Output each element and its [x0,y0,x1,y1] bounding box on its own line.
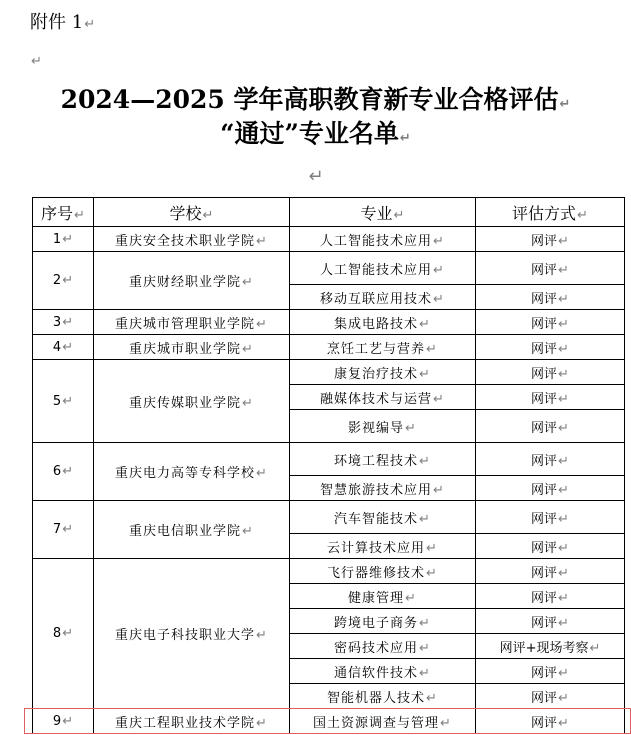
table-row [33,559,625,584]
row-number-cell: 8↵ [33,559,94,709]
table-row [33,443,625,476]
major-cell: 国土资源调查与管理↵ [290,709,476,734]
major-cell: 移动互联应用技术↵ [290,285,476,310]
school-cell: 重庆财经职业学院↵ [94,252,290,310]
method-cell: 网评↵ [476,360,625,385]
header-cell-no: 序号↵ [33,198,94,227]
row-number-cell: 1↵ [33,227,94,252]
method-cell: 网评↵ [476,609,625,634]
school-cell: 重庆电子科技职业大学↵ [94,559,290,709]
method-cell: 网评↵ [476,443,625,476]
method-cell: 网评↵ [476,410,625,443]
method-cell: 网评↵ [476,709,625,734]
row-number-cell: 7↵ [33,501,94,559]
row-number-cell: 9↵ [33,709,94,734]
header-cell-school: 学校↵ [94,198,290,227]
paragraph-mark: ↵ [308,166,324,187]
method-cell: 网评↵ [476,385,625,410]
school-cell: 重庆安全技术职业学院↵ [94,227,290,252]
major-cell: 人工智能技术应用↵ [290,227,476,252]
table-row [33,252,625,285]
major-cell: 密码技术应用↵ [290,634,476,659]
method-cell: 网评↵ [476,584,625,609]
row-number-cell: 6↵ [33,443,94,501]
row-number-cell: 2↵ [33,252,94,310]
school-cell: 重庆电信职业学院↵ [94,501,290,559]
row-number-cell: 4↵ [33,335,94,360]
document-title: 2024—2025 学年高职教育新专业合格评估↵ [60,85,571,114]
major-cell: 智慧旅游技术应用↵ [290,476,476,501]
method-cell: 网评↵ [476,285,625,310]
major-cell: 飞行器维修技术↵ [290,559,476,584]
document-subtitle: “通过”专业名单↵ [220,119,411,148]
school-cell: 重庆城市管理职业学院↵ [94,310,290,335]
row-number-cell: 3↵ [33,310,94,335]
school-cell: 重庆电力高等专科学校↵ [94,443,290,501]
method-cell: 网评↵ [476,310,625,335]
table-row [33,501,625,534]
paragraph-mark: ↵ [31,54,42,69]
method-cell: 网评↵ [476,534,625,559]
school-cell: 重庆城市职业学院↵ [94,335,290,360]
major-cell: 人工智能技术应用↵ [290,252,476,285]
major-cell: 通信软件技术↵ [290,659,476,684]
school-cell: 重庆传媒职业学院↵ [94,360,290,443]
major-cell: 云计算技术应用↵ [290,534,476,559]
method-cell: 网评↵ [476,501,625,534]
attachment-label: 附件 1↵ [30,12,96,33]
table-row [33,227,625,252]
header-cell-major: 专业↵ [290,198,476,227]
table-row [33,310,625,335]
major-cell: 影视编导↵ [290,410,476,443]
school-cell: 重庆工程职业技术学院↵ [94,709,290,734]
major-cell: 融媒体技术与运营↵ [290,385,476,410]
method-cell: 网评↵ [476,252,625,285]
major-cell: 智能机器人技术↵ [290,684,476,709]
table-row [33,360,625,385]
method-cell: 网评↵ [476,227,625,252]
major-cell: 集成电路技术↵ [290,310,476,335]
method-cell: 网评↵ [476,335,625,360]
method-cell: 网评↵ [476,659,625,684]
table-body [33,227,625,734]
header-cell-method: 评估方式↵ [476,198,625,227]
major-cell: 康复治疗技术↵ [290,360,476,385]
major-cell: 跨境电子商务↵ [290,609,476,634]
table-row [33,335,625,360]
method-cell: 网评+现场考察↵ [476,634,625,659]
method-cell: 网评↵ [476,684,625,709]
major-cell: 烹饪工艺与营养↵ [290,335,476,360]
evaluation-table [32,197,625,734]
method-cell: 网评↵ [476,559,625,584]
table-header-row [33,198,625,227]
row-number-cell: 5↵ [33,360,94,443]
table-row [33,709,625,734]
major-cell: 汽车智能技术↵ [290,501,476,534]
major-cell: 环境工程技术↵ [290,443,476,476]
method-cell: 网评↵ [476,476,625,501]
major-cell: 健康管理↵ [290,584,476,609]
